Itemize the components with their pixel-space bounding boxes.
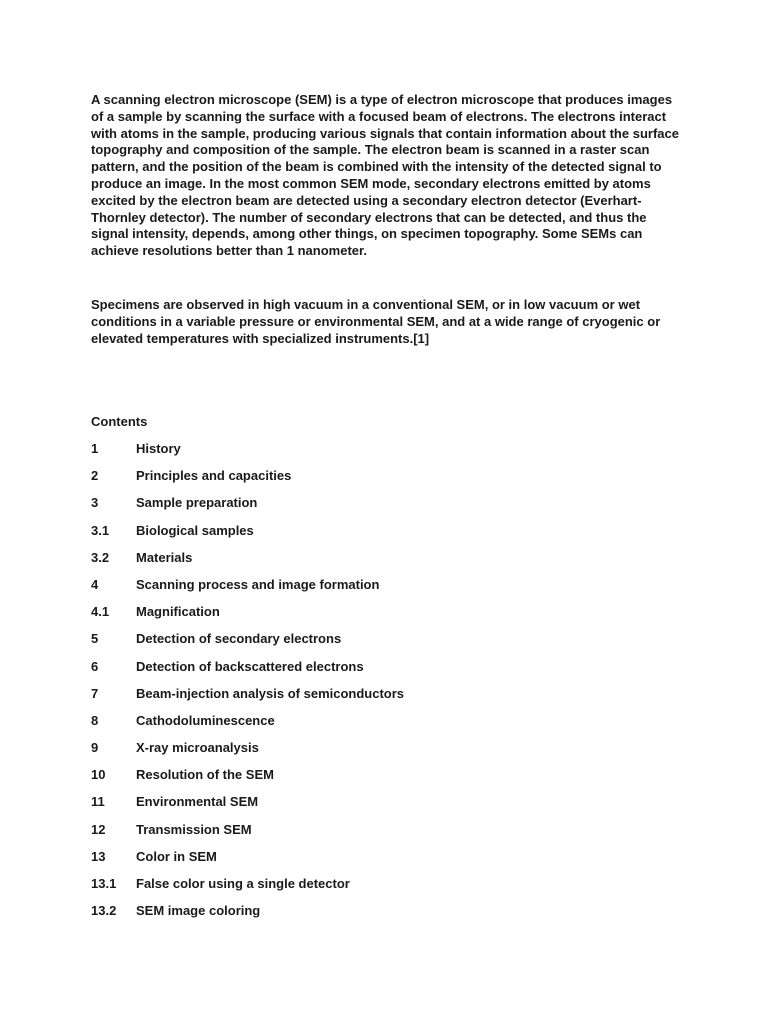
toc-item-number: 3.2 xyxy=(91,549,110,565)
toc-item xyxy=(91,440,404,467)
toc-item-number: 2 xyxy=(91,468,99,484)
toc-item-number: 9 xyxy=(91,740,99,756)
toc-item xyxy=(91,712,404,739)
toc-item-title: SEM image coloring xyxy=(136,903,261,919)
toc-item-title: Detection of secondary electrons xyxy=(136,631,342,647)
toc-item-number: 10 xyxy=(91,767,106,783)
toc-item xyxy=(91,658,404,685)
toc-item-number: 6 xyxy=(91,658,99,674)
specimens-paragraph: Specimens are observed in high vacuum in a conventional SEM, or in low vacuum or wet conditions in a variable pressure or environmental SEM, and at a wide range of cryogenic or elevated temperatures with specialized instruments.[1] xyxy=(91,297,661,346)
toc-item-number: 4 xyxy=(91,576,99,592)
toc-item-title: History xyxy=(136,441,181,456)
toc-item xyxy=(91,685,404,712)
toc-item-title: Beam-injection analysis of semiconductors xyxy=(136,685,405,701)
toc-item xyxy=(91,766,404,793)
toc-item xyxy=(91,494,404,521)
toc-item-number: 13.2 xyxy=(91,903,117,919)
toc-item-number: 8 xyxy=(91,712,99,728)
toc-item-number: 12 xyxy=(91,821,106,837)
toc-item-title: Sample preparation xyxy=(136,495,258,511)
intro-paragraph: A scanning electron microscope (SEM) is a type of electron microscope that produces images of a sample by scanning the surface with a focused beam of electrons. The electrons interact with atoms in the sample, producing various signals that contain information about the surface topography and composition of the sample. The electron beam is scanned in a raster scan pattern, and the position of the beam is combined with the intensity of the detected signal to produce an image. In the most common SEM mode, secondary electrons emitted by atoms excited by the electron beam are detected using a secondary electron detector (Everhart-Thornley detector). The number of secondary electrons that can be detected, and thus the signal intensity, depends, among other things, on specimen topography. Some SEMs can achieve resolutions better than 1 nanometer. xyxy=(91,92,679,259)
toc-item-title: Cathodoluminescence xyxy=(136,712,275,728)
toc-item-number: 3 xyxy=(91,495,99,511)
toc-item-number: 3.1 xyxy=(91,522,110,538)
toc-item-title: X-ray microanalysis xyxy=(136,740,259,756)
contents-heading: Contents xyxy=(91,414,148,429)
toc-item-title: Color in SEM xyxy=(136,848,217,864)
toc-item xyxy=(91,603,404,630)
toc-item-title: Scanning process and image formation xyxy=(136,576,380,592)
table-of-contents xyxy=(91,440,404,929)
toc-item-number: 13 xyxy=(91,848,106,864)
toc-item xyxy=(91,821,404,848)
toc-item xyxy=(91,467,404,494)
toc-item xyxy=(91,630,404,657)
toc-item xyxy=(91,902,404,929)
toc-item-title: False color using a single detector xyxy=(136,876,350,891)
toc-item-number: 5 xyxy=(91,631,99,647)
toc-item-title: Environmental SEM xyxy=(136,794,259,810)
toc-item xyxy=(91,576,404,603)
toc-item-title: Biological samples xyxy=(136,522,254,538)
toc-item-title: Detection of backscattered electrons xyxy=(136,658,364,674)
toc-item xyxy=(91,875,404,902)
toc-item-number: 4.1 xyxy=(91,604,110,620)
toc-item-title: Materials xyxy=(136,549,193,565)
toc-item-title: Magnification xyxy=(136,604,220,620)
toc-item-number: 7 xyxy=(91,685,99,701)
toc-item xyxy=(91,739,404,766)
toc-item-number: 11 xyxy=(91,794,105,810)
toc-item xyxy=(91,549,404,576)
toc-item-title: Principles and capacities xyxy=(136,468,292,484)
toc-item-title: Transmission SEM xyxy=(136,821,252,837)
toc-item xyxy=(91,793,404,820)
toc-item-number: 13.1 xyxy=(91,876,117,891)
toc-item xyxy=(91,522,404,549)
toc-item-title: Resolution of the SEM xyxy=(136,767,274,783)
toc-item xyxy=(91,848,404,875)
toc-item-number: 1 xyxy=(91,441,99,456)
